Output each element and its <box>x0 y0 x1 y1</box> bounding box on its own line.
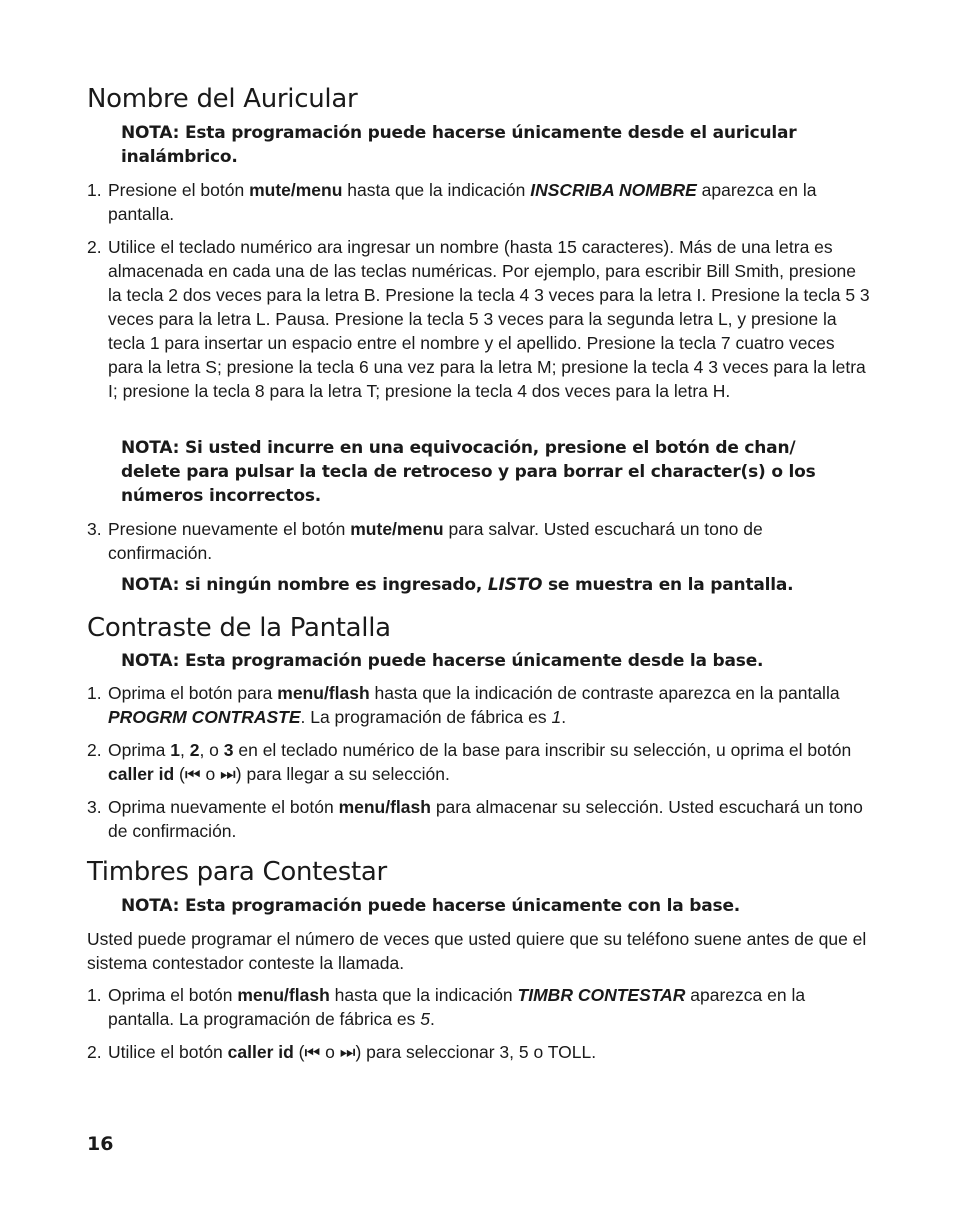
list-number: 3. <box>87 797 102 817</box>
note-listo: NOTA: si ningún nombre es ingresado, LISTO se muestra en la pantalla. <box>121 575 794 595</box>
page-number: 16 <box>87 1133 114 1155</box>
intro-paragraph: Usted puede programar el número de veces que usted quiere que su teléfono suene antes de que el sistema contestador conteste la llamada. <box>87 929 867 973</box>
list-text: Presione el botón mute/menu hasta que la indicación INSCRIBA NOMBRE aparezca en la pantalla. <box>108 180 817 224</box>
list-number: 3. <box>87 519 102 539</box>
list-item-s3-2 <box>87 1040 871 1064</box>
section-heading-nombre: Nombre del Auricular <box>87 84 358 114</box>
list-text: Oprima el botón para menu/flash hasta que la indicación de contraste aparezca en la pantalla PROGRM CONTRASTE. La programación de fábrica es 1. <box>108 683 840 727</box>
list-item-s2-3 <box>87 795 871 843</box>
list-text: Oprima 1, 2, o 3 en el teclado numérico de la base para inscribir su selección, u oprima el botón caller id (⏮ o ⏭) para llegar a su selección. <box>108 740 852 784</box>
note-con-base: NOTA: Esta programación puede hacerse únicamente con la base. <box>121 896 741 916</box>
list-number: 1. <box>87 683 102 703</box>
list-number: 2. <box>87 740 102 760</box>
list-text: Presione nuevamente el botón mute/menu para salvar. Usted escuchará un tono de confirmación. <box>108 519 763 563</box>
section-heading-contraste: Contraste de la Pantalla <box>87 613 391 643</box>
list-item-s2-2 <box>87 738 871 786</box>
list-number: 2. <box>87 1042 102 1062</box>
list-text: Oprima el botón menu/flash hasta que la indicación TIMBR CONTESTAR aparezca en la pantalla. La programación de fábrica es 5. <box>108 985 806 1029</box>
list-number: 2. <box>87 237 102 257</box>
section-heading-timbres: Timbres para Contestar <box>87 857 387 887</box>
note-equivocacion: NOTA: Si usted incurre en una equivocación, presione el botón de chan/ delete para pulsar la tecla de retroceso y para borrar el character(s) o los números incorrectos. <box>121 438 816 506</box>
list-item-s1-2 <box>87 235 871 403</box>
list-item-s1-3 <box>87 517 871 565</box>
list-text: Oprima nuevamente el botón menu/flash para almacenar su selección. Usted escuchará un tono de confirmación. <box>108 797 863 841</box>
list-item-s1-1 <box>87 178 871 226</box>
list-number: 1. <box>87 180 102 200</box>
list-number: 1. <box>87 985 102 1005</box>
list-item-s3-1 <box>87 983 871 1031</box>
list-text: Utilice el botón caller id (⏮ o ⏭) para seleccionar 3, 5 o TOLL. <box>108 1042 597 1062</box>
note-auricular-only: NOTA: Esta programación puede hacerse únicamente desde el auricular inalámbrico. <box>121 123 797 167</box>
note-base-only: NOTA: Esta programación puede hacerse únicamente desde la base. <box>121 651 764 671</box>
list-text: Utilice el teclado numérico ara ingresar un nombre (hasta 15 caracteres). Más de una letra es almacenada en cada una de las teclas numéricas. Por ejemplo, para escribir Bill Smith, presione la tecla 2 dos veces para la letra B. Presione la tecla 4 3 veces para la letra I. Presione la tecla 5 3 veces para la letra L. Pausa. Presione la tecla 5 3 veces para la segunda letra L, y presione la tecla 1 para insertar un espacio entre el nombre y el apellido. Presione la tecla 7 cuatro veces para la letra S; presione la tecla 6 una vez para la letra M; presione la tecla 4 3 veces para la letra I; presione la tecla 8 para la letra T; presione la tecla 4 dos veces para la letra H. <box>108 237 870 401</box>
list-item-s2-1 <box>87 681 871 729</box>
